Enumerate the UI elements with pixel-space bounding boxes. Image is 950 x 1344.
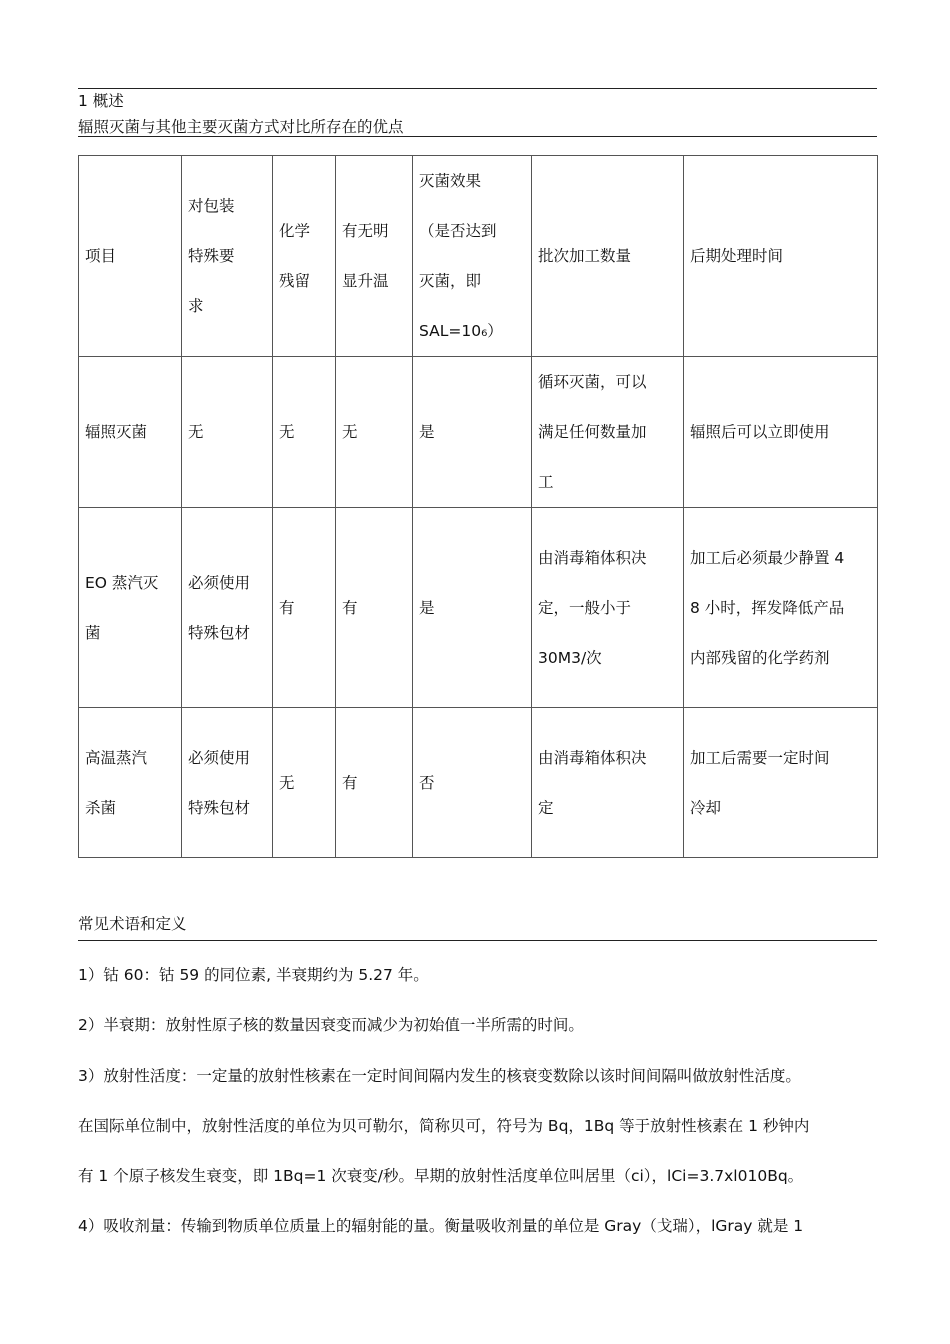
- table-cell: [336, 357, 413, 508]
- cell-text-line: 后期处理时间: [690, 247, 784, 265]
- terms-rule: [78, 940, 877, 941]
- cell-text-line: 循环灭菌，可以: [538, 373, 647, 391]
- table-cell: [273, 156, 336, 357]
- table-cell: [532, 156, 684, 357]
- table-cell: [532, 708, 684, 858]
- table-cell: [273, 708, 336, 858]
- cell-text-line: 有无明: [342, 222, 389, 240]
- table-cell: [336, 708, 413, 858]
- table-cell: [182, 357, 273, 508]
- cell-text-line: 残留: [279, 272, 311, 290]
- cell-text-line: 加工后需要一定时间: [690, 748, 830, 767]
- cell-text-line: 冷却: [690, 798, 722, 817]
- cell-text-line: 菌: [85, 623, 101, 642]
- table-cell: [336, 156, 413, 357]
- cell-text-line: 无: [279, 423, 295, 441]
- table-cell: [684, 357, 878, 508]
- comparison-table: [78, 155, 878, 858]
- cell-text-line: 必须使用: [188, 748, 251, 767]
- cell-text-line: 灭菌，即: [419, 272, 482, 290]
- cell-text-line: SAL=10₆）: [419, 322, 503, 340]
- cell-text-line: 化学: [279, 222, 311, 240]
- table-cell: [413, 357, 532, 508]
- table-row: [79, 508, 878, 708]
- section-subtitle-comparison: 辐照灭菌与其他主要灭菌方式对比所存在的优点: [78, 118, 404, 136]
- table-cell: [182, 156, 273, 357]
- cell-text-line: 特殊包材: [188, 798, 251, 817]
- cell-text-line: 求: [188, 297, 204, 315]
- cell-text-line: 工: [538, 473, 554, 491]
- table-cell: [79, 708, 182, 858]
- cell-text-line: 由消毒箱体积决: [538, 548, 647, 567]
- table-cell: [532, 508, 684, 708]
- table-cell: [79, 156, 182, 357]
- table-cell: [79, 508, 182, 708]
- table-cell: [413, 708, 532, 858]
- paragraph-activity-curie: 有 1 个原子核发生衰变，即 1Bq=1 次衰变/秒。早期的放射性活度单位叫居里（ci），lCi=3.7xl010Bq。: [78, 1167, 804, 1185]
- cell-text-line: 30M3/次: [538, 648, 602, 667]
- table-cell: [684, 708, 878, 858]
- cell-text-line: 否: [419, 773, 435, 792]
- cell-text-line: 由消毒箱体积决: [538, 748, 647, 767]
- table-cell: [413, 156, 532, 357]
- table-cell: [413, 508, 532, 708]
- paragraph-half-life: 2）半衰期：放射性原子核的数量因衰变而减少为初始值一半所需的时间。: [78, 1016, 584, 1034]
- cell-text-line: 是: [419, 598, 435, 617]
- section-title-overview: 1 概述: [78, 92, 124, 110]
- subtitle-rule: [78, 136, 877, 137]
- cell-text-line: 定，一般小于: [538, 598, 632, 617]
- table-cell: [273, 508, 336, 708]
- paragraph-activity: 3）放射性活度：一定量的放射性核素在一定时间间隔内发生的核衰变数除以该时间间隔叫做放射性活度。: [78, 1067, 801, 1085]
- paragraph-cobalt: 1）钴 60：钴 59 的同位素, 半衰期约为 5.27 年。: [78, 966, 429, 984]
- cell-text-line: 显升温: [342, 272, 389, 290]
- paragraph-activity-si: 在国际单位制中，放射性活度的单位为贝可勒尔，简称贝可，符号为 Bq，1Bq 等于放射性核素在 1 秒钟内: [78, 1117, 810, 1135]
- cell-text-line: 满足任何数量加: [538, 423, 647, 441]
- table-cell: [182, 708, 273, 858]
- cell-text-line: 高温蒸汽: [85, 748, 148, 767]
- cell-text-line: （是否达到: [419, 222, 497, 240]
- cell-text-line: 8 小时，挥发降低产品: [690, 598, 845, 617]
- cell-text-line: 必须使用: [188, 573, 251, 592]
- cell-text-line: 定: [538, 798, 554, 817]
- cell-text-line: 项目: [85, 247, 117, 265]
- table-row: [79, 357, 878, 508]
- top-rule: [78, 88, 877, 89]
- cell-text-line: 辐照后可以立即使用: [690, 423, 830, 441]
- cell-text-line: 特殊包材: [188, 623, 251, 642]
- cell-text-line: 特殊要: [188, 247, 235, 265]
- cell-text-line: 是: [419, 423, 435, 441]
- cell-text-line: 无: [279, 773, 295, 792]
- cell-text-line: 有: [342, 598, 358, 617]
- cell-text-line: 杀菌: [85, 798, 117, 817]
- cell-text-line: 加工后必须最少静置 4: [690, 548, 845, 567]
- cell-text-line: 内部残留的化学药剂: [690, 648, 830, 667]
- table-header-row: [79, 156, 878, 357]
- cell-text-line: 灭菌效果: [419, 172, 482, 190]
- cell-text-line: EO 蒸汽灭: [85, 573, 159, 592]
- table-row: [79, 708, 878, 858]
- table-cell: [182, 508, 273, 708]
- cell-text-line: 有: [279, 598, 295, 617]
- cell-text-line: 批次加工数量: [538, 247, 632, 265]
- cell-text-line: 无: [188, 423, 204, 441]
- cell-text-line: 无: [342, 423, 358, 441]
- table-cell: [79, 357, 182, 508]
- table-cell: [684, 508, 878, 708]
- table-cell: [336, 508, 413, 708]
- cell-text-line: 有: [342, 773, 358, 792]
- section-title-terms: 常见术语和定义: [78, 915, 187, 933]
- table-cell: [532, 357, 684, 508]
- paragraph-absorbed-dose: 4）吸收剂量：传输到物质单位质量上的辐射能的量。衡量吸收剂量的单位是 Gray（戈瑞），lGray 就是 1: [78, 1217, 804, 1235]
- cell-text-line: 对包装: [188, 197, 235, 215]
- table-cell: [684, 156, 878, 357]
- cell-text-line: 辐照灭菌: [85, 423, 148, 441]
- table-cell: [273, 357, 336, 508]
